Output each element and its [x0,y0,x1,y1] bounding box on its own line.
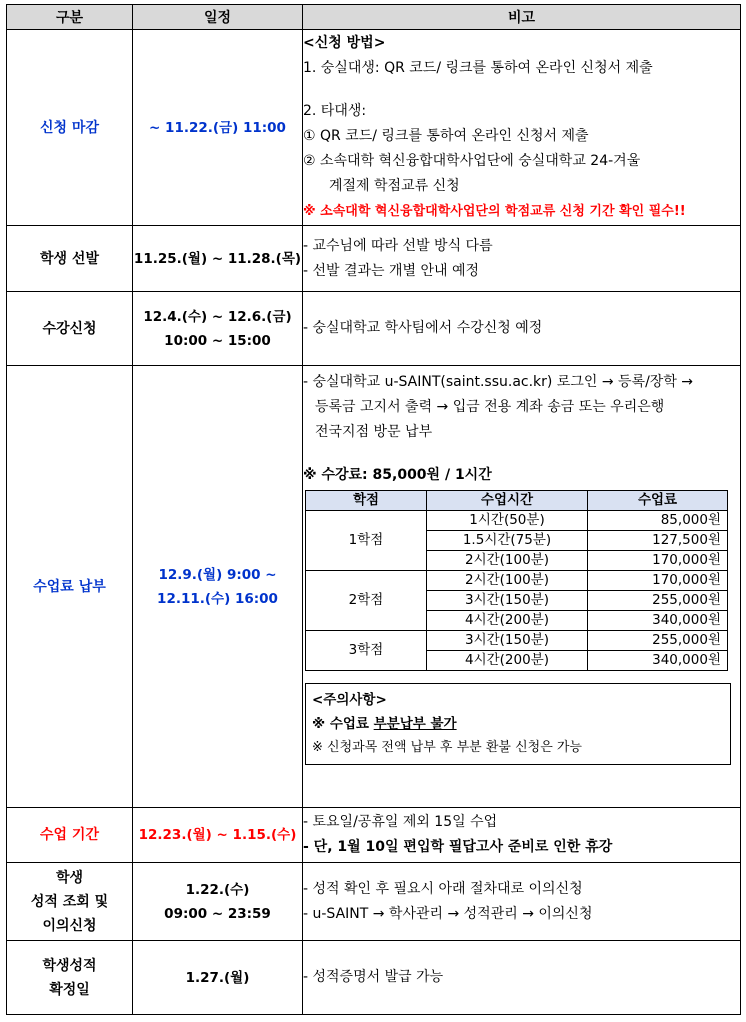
fee-amount: 170,000원 [588,551,728,571]
caution-underlined: 부분납부 불가 [373,716,457,732]
fee-amount: 340,000원 [588,611,728,631]
apply-line1: 1. 숭실대생: QR 코드/ 링크를 통하여 온라인 신청서 제출 [303,60,653,76]
fee-hours: 1시간(50분) [427,511,588,531]
registration-schedule-dates: 12.4.(수) ~ 12.6.(금) [143,308,292,325]
fee-table [305,490,728,671]
grades-schedule-date: 1.22.(수) [185,881,250,898]
payment-schedule-end: 12.11.(수) 16:00 [157,590,278,607]
caution-main [312,712,724,736]
payment-fee-label: ※ 수강료: 85,000원 / 1시간 [303,467,492,483]
fee-hours: 3시간(150분) [427,631,588,651]
final-schedule: 1.27.(월) [133,941,303,1015]
registration-schedule [133,292,303,366]
grades-schedule-time: 09:00 ~ 23:59 [164,905,271,922]
classes-line2: - 단, 1월 10일 편입학 필답고사 준비로 인한 휴강 [303,839,613,855]
fee-hours: 2시간(100분) [427,571,588,591]
schedule-table [6,4,741,1015]
row-classes [7,808,741,863]
caution-note: ※ 신청과목 전액 납부 후 부분 환불 신청은 가능 [312,740,582,755]
fee-header-hours: 수업시간 [427,491,588,511]
grades-category-line3: 이의신청 [42,917,97,934]
grades-line1: - 성적 확인 후 필요시 아래 절차대로 이의신청 [303,880,583,897]
row-payment [7,366,741,808]
payment-schedule-start: 12.9.(월) 9:00 ~ [158,566,277,583]
apply-category: 신청 마감 [7,30,133,226]
final-category-line1: 학생성적 [42,957,97,974]
apply-schedule: ~ 11.22.(금) 11:00 [133,30,303,226]
apply-line5: 계절제 학점교류 신청 [329,178,460,194]
payment-notes [303,366,741,808]
final-category-line2: 확정일 [49,981,90,998]
grades-category-line2: 성적 조회 및 [30,893,109,910]
apply-notes [303,30,741,226]
header-notes: 비고 [303,5,741,30]
registration-schedule-times: 10:00 ~ 15:00 [164,332,271,349]
fee-hours: 4시간(200분) [427,611,588,631]
classes-line1: - 토요일/공휴일 제외 15일 수업 [303,814,498,830]
selection-notes [303,226,741,292]
fee-hours: 4시간(200분) [427,651,588,671]
selection-line2: - 선발 결과는 개별 안내 예정 [303,262,480,279]
row-selection [7,226,741,292]
classes-notes [303,808,741,863]
selection-category: 학생 선발 [7,226,133,292]
payment-schedule [133,366,303,808]
row-registration [7,292,741,366]
fee-amount: 255,000원 [588,591,728,611]
fee-hours: 2시간(100분) [427,551,588,571]
fee-hours: 3시간(150분) [427,591,588,611]
grades-schedule [133,863,303,941]
final-line1: - 성적증명서 발급 가능 [303,969,444,985]
caution-title: <주의사항> [312,692,387,708]
fee-row [306,511,728,531]
fee-amount: 340,000원 [588,651,728,671]
apply-line3: ① QR 코드/ 링크를 통하여 온라인 신청서 제출 [303,128,589,144]
apply-method-title: <신청 방법> [303,35,386,51]
row-apply [7,30,741,226]
caution-box [305,683,731,765]
registration-category: 수강신청 [7,292,133,366]
fee-credit-2: 2학점 [306,571,427,631]
fee-header-credit: 학점 [306,491,427,511]
selection-line1: - 교수님에 따라 선발 방식 다름 [303,237,493,254]
fee-credit-1: 1학점 [306,511,427,571]
fee-header-fee: 수업료 [588,491,728,511]
payment-category: 수업료 납부 [7,366,133,808]
grades-category [7,863,133,941]
fee-amount: 85,000원 [588,511,728,531]
fee-amount: 255,000원 [588,631,728,651]
fee-hours: 1.5시간(75분) [427,531,588,551]
row-final [7,941,741,1015]
classes-schedule: 12.23.(월) ~ 1.15.(수) [133,808,303,863]
fee-credit-3: 3학점 [306,631,427,671]
caution-prefix: ※ 수업료 [312,716,374,732]
fee-row [306,571,728,591]
grades-category-line1: 학생 [55,869,84,886]
grades-notes [303,863,741,941]
apply-line4: ② 소속대학 혁신융합대학사업단에 숭실대학교 24-겨울 [303,153,641,169]
row-grades [7,863,741,941]
fee-amount: 127,500원 [588,531,728,551]
payment-line2: 등록금 고지서 출력 → 입금 전용 계좌 송금 또는 우리은행 [315,399,665,415]
header-schedule: 일정 [133,5,303,30]
apply-line2: 2. 타대생: [303,103,367,119]
final-category [7,941,133,1015]
header-row [7,5,741,30]
selection-schedule: 11.25.(월) ~ 11.28.(목) [133,226,303,292]
fee-table-header [306,491,728,511]
registration-notes [303,292,741,366]
grades-line2: - u-SAINT → 학사관리 → 성적관리 → 이의신청 [303,905,593,922]
header-category: 구분 [7,5,133,30]
fee-amount: 170,000원 [588,571,728,591]
final-notes [303,941,741,1015]
fee-row [306,631,728,651]
payment-line1: - 숭실대학교 u-SAINT(saint.ssu.ac.kr) 로그인 → 등록/장학 → [303,374,694,390]
apply-warning: ※ 소속대학 혁신융합대학사업단의 학점교류 신청 기간 확인 필수!! [303,204,686,219]
payment-line3: 전국지점 방문 납부 [315,424,433,440]
classes-category: 수업 기간 [7,808,133,863]
registration-line1: - 숭실대학교 학사팀에서 수강신청 예정 [303,320,543,336]
